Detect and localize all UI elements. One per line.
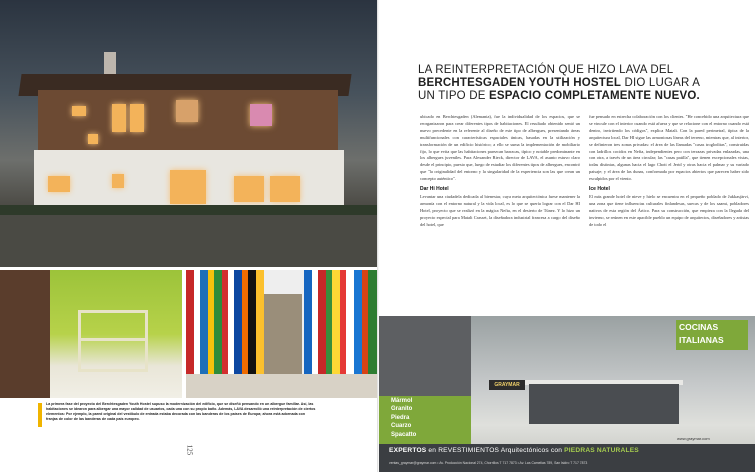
- headline-hostel-name: BERCHTESGADEN YOUTH HOSTEL: [418, 77, 622, 89]
- body-paragraph: ubicado en Berchtesgaden (Alemania), fue la individualidad de los espacios, que se reorganizaron para crear diferentes tipos de habitaciones. El resultado obtenido sentó un nuevo precedente en la referente al diseño de este tipo de albergues, presentando áreas multifuncionales con características espaciales únicas, basadas en la utilización y transformación de un edificio histórico; a ello se suma la implementación de mobiliario fijo, lo que evita que las habitaciones parezcan barracas, típico y notable predominante en los albergues juveniles. Para Alexander Rieck, director de LAVA, el asunto estuvo claro desde el principio, puesto que, luego de estudiar los diferentes tipos de albergues, encontró que "la originalidad del entorno y la singularidad de la experiencia son las que crean un concepto auténtico".: [420, 114, 580, 182]
- ad-banner-green: PIEDRAS NATURALES: [564, 447, 639, 454]
- headline-line-1: LA REINTERPRETACIÓN QUE HIZO LAVA DEL: [418, 64, 674, 76]
- hostel-exterior-photo: [0, 0, 377, 267]
- stone-type-item: Piedra: [391, 414, 410, 421]
- stone-type-item: Mármol: [391, 398, 413, 404]
- ad-banner-text: [389, 447, 639, 454]
- section-heading-ice-hotel: Ice Hotel: [589, 186, 610, 193]
- headline-line-3-bold: ESPACIO COMPLETAMENTE NUEVO.: [489, 90, 700, 102]
- ad-brand-badge: GRAYMAR: [489, 380, 525, 390]
- body-paragraph: Levantar una ciudadela dedicada al bienestar, cuya meta arquitectónica fuese mantener la armonía con el entorno natural y la vida local, es lo que se quería lograr con el Dar HI Hotel, proyecto que se realizó en la mágica Nefta, en el desierto de Túnez. Y lo hizo un proyecto especial para Matali Crasset, la diseñadora industrial francesa a cargo del diseño del hotel, que: [420, 193, 580, 227]
- stone-type-item: Spacatto: [391, 431, 417, 438]
- ad-website: www.graymar.com: [677, 436, 710, 441]
- caption-rule: [38, 403, 42, 427]
- headline-line-3: [418, 90, 718, 103]
- ad-banner-mid: en REVESTIMIENTOS Arquitectónicos con: [426, 447, 565, 454]
- stone-type-item: Cuarzo: [391, 423, 412, 430]
- headline-line-2: [418, 77, 718, 90]
- page-number: 125: [185, 444, 194, 456]
- ad-stone-types-box: [379, 396, 471, 444]
- article-column-left: [420, 114, 580, 231]
- ad-banner-pre: EXPERTOS: [389, 447, 427, 454]
- body-paragraph: fue pensado en estrecha colaboración con los clientes. "He concebido una arquitectura que se vincule con el interior cuando está afuera y que se relacione con el entorno cuando está dentro, invirtiendo los códigos", explica Matali. Con la pared perimetral, típica de la arquitectura local, Dar HI sigue las armoniosas líneas del terreno, mientras que, al interior, se definieron tres zonas privadas: el área de las llamadas "casas trogloditas", construidas con ladrillos cocidos en Nefta, independientes pero con terrazas privadas enlazadas, una con otra, a través de un área circular; las "casas patilla", que tienen excepcionales vistas, todas distintas, algunas hacia el lago Chott el Jerid y otras hacia el palmar y su variado paisaje; y el área de las dunas, conformada por espacios abiertos que parecen haber sido esculpidos por el viento.: [589, 114, 749, 182]
- headline-line-3-pre: UN TIPO DE: [418, 90, 489, 102]
- ad-contact-info: ventas_graymar@graymar.com • Av. Producción Nacional 274, Chorrillos T 717 7873 • Av. Las Camelias 789, San Isidro T 717 7873: [389, 461, 588, 465]
- article-headline: [418, 64, 718, 103]
- stone-type-item: Granito: [391, 406, 413, 413]
- graymar-advertisement: [379, 316, 755, 472]
- body-paragraph: El más grande hotel de nieve y hielo se encuentra en el pequeño poblado de Jukkasjärvi, una zona que tiene influencias culturales finlandesas, suecas y de los saami, pobladores nativos de esta región del Ártico. Para su construcción, que empieza con la llegada del invierno, se reúnen en este apacible pueblo un equipo de arquitectos, diseñadores y artistas de todo el: [589, 193, 749, 227]
- section-heading-dar-hi: Dar Hi Hotel: [420, 186, 449, 193]
- headline-line-2-rest: DIO LUGAR A: [621, 77, 701, 89]
- photo-caption: La primera fase del proyecto del Berchtesgaden Youth Hostel supuso la modernización del edificio, que se diseñó pensando en un albergue familiar. Así, las habitaciones se idearon para albergar una mayor calidad de usuarios, cada una con su propio baño. Además, LAVA desarrolló una reinterpretación de ciertos elementos: Por ejemplo, la pared original del vestíbulo de entrada estaba decorada con las banderas de los países de Europa; ahora está adornada con franjas de color de las banderas de cada país europeo.: [46, 402, 316, 421]
- article-column-right: [589, 114, 749, 231]
- bunk-room-photo: [0, 270, 182, 398]
- ad-cocinas-line-2: ITALIANAS: [679, 335, 724, 345]
- striped-lobby-photo: [186, 270, 377, 398]
- ad-kitchen-island: [529, 384, 679, 424]
- ad-cocinas-line-1: COCINAS: [679, 322, 719, 332]
